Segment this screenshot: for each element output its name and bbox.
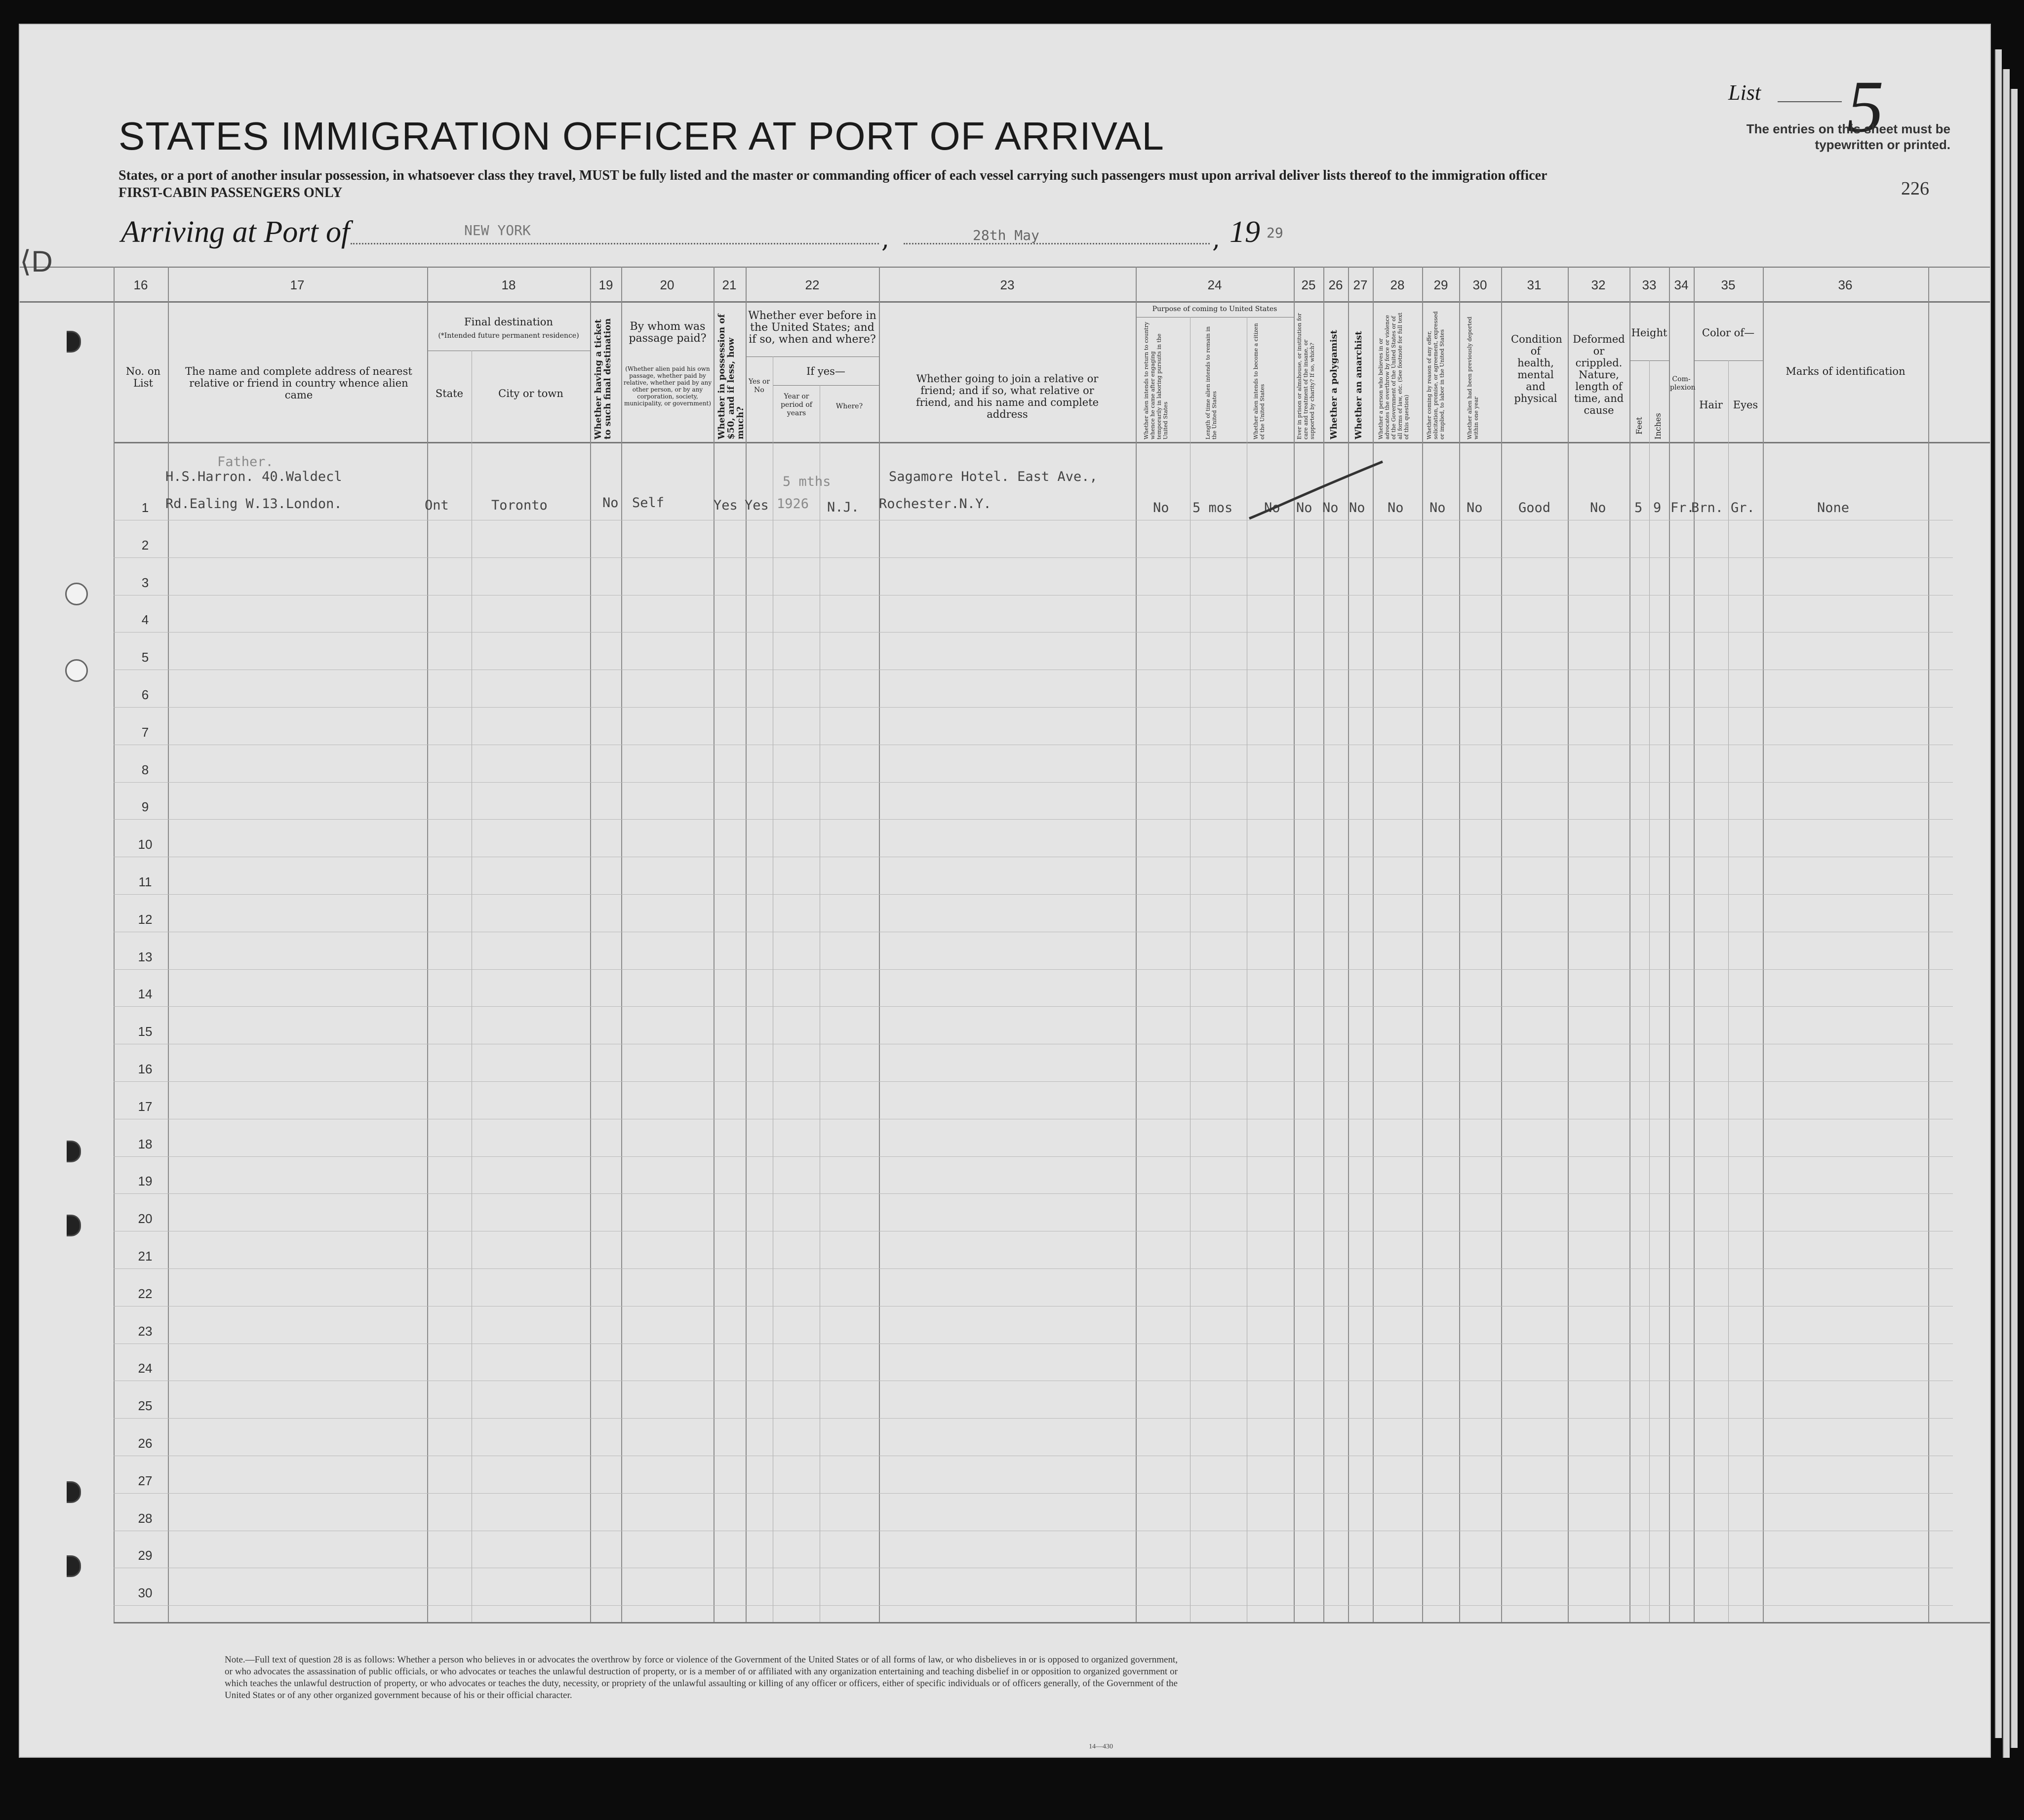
header-deformed: Deformed or crippled. Nature, length of time, and cause xyxy=(1573,333,1625,416)
row-number: 9 xyxy=(141,799,149,815)
header-eyes: Eyes xyxy=(1733,399,1758,411)
header-labor-offer: Whether coming by reason of any offer, solicitation, promise, or agreement, expressed or implied, to labor in the United States xyxy=(1426,311,1445,439)
header-final-destination-note: (*Intended future permanent residence) xyxy=(438,332,579,340)
anarchist-value: No xyxy=(1349,500,1365,515)
header-purpose: Purpose of coming to United States xyxy=(1152,305,1277,313)
typewritten-note: The entries on this sheet must be typewritten or printed. xyxy=(1746,121,1950,152)
arrival-date: 28th May xyxy=(973,227,1039,243)
dest-state: Ont xyxy=(425,498,449,513)
row-line xyxy=(114,819,1953,820)
col-line xyxy=(114,267,115,1622)
header-state: State xyxy=(435,388,464,399)
row-number: 22 xyxy=(138,1286,153,1301)
col-line xyxy=(746,267,747,1622)
col-line xyxy=(1669,267,1670,1622)
row-line xyxy=(114,969,1953,970)
health-value: Good xyxy=(1518,500,1551,515)
row-line xyxy=(114,1156,1953,1157)
col-line xyxy=(1459,267,1460,1622)
citizen-value: No xyxy=(1264,500,1280,515)
row-line xyxy=(114,1081,1953,1082)
row-number: 28 xyxy=(138,1510,153,1526)
row-line xyxy=(114,1268,1953,1269)
eyes-value: Gr. xyxy=(1731,500,1755,515)
comma-2: , xyxy=(1212,225,1220,253)
header-passage-note: (Whether alien paid his own passage, whether paid by relative, whether paid by any other person, or by any corporation, society, municipality, or government) xyxy=(623,365,712,407)
row-number: 29 xyxy=(138,1548,153,1563)
row-number: 14 xyxy=(138,987,153,1002)
row-line xyxy=(114,632,1953,633)
row-number: 3 xyxy=(141,575,149,590)
header-ticket: Whether having a ticket to such final destination xyxy=(593,318,613,439)
ticket-value: No xyxy=(602,495,619,511)
binder-hole xyxy=(65,583,88,605)
row-line xyxy=(114,1605,1953,1606)
row-number: 20 xyxy=(138,1211,153,1227)
complexion-value: Fr. xyxy=(1670,500,1695,515)
col-line xyxy=(1763,267,1764,1622)
row-number: 24 xyxy=(138,1361,153,1376)
row-number: 7 xyxy=(141,724,149,740)
relation: Father. xyxy=(217,454,274,470)
row-number: 30 xyxy=(138,1585,153,1601)
page-edge xyxy=(2011,89,2018,1748)
period-value: 5 mths xyxy=(783,474,831,489)
header-polygamist: Whether a polygamist xyxy=(1329,330,1339,439)
column-number: 33 xyxy=(1642,277,1657,292)
column-number: 28 xyxy=(1390,277,1405,292)
header-height: Height xyxy=(1631,327,1667,339)
column-number: 19 xyxy=(598,277,613,292)
prison-value: No xyxy=(1296,500,1312,515)
column-number: 18 xyxy=(501,277,516,292)
header-city: City or town xyxy=(498,388,563,399)
binder-hole xyxy=(67,1215,81,1236)
header-ever-before: Whether ever before in the United States; and if so, when and where? xyxy=(748,310,876,346)
paid-by-value: Self xyxy=(632,495,665,511)
header-overthrow: Whether a person who believes in or advocates the overthrow by force or violence of the Government of the United States or of all forms of law, etc. (See footnote for full text of this question) xyxy=(1378,313,1410,439)
page-edge xyxy=(1995,49,2002,1738)
relative-line-1: H.S.Harron. 40.Waldecl xyxy=(165,469,342,484)
header-prison: Ever in prison or almshouse, or institution for care and treatment of the insane, or supported by charity? If so, which? xyxy=(1296,313,1315,439)
deported-value: No xyxy=(1467,500,1483,515)
comma-1: , xyxy=(881,225,889,253)
manifest-page xyxy=(19,24,1991,1758)
row-number: 27 xyxy=(138,1473,153,1488)
header-deported: Whether alien had been previously deported within one year xyxy=(1467,317,1479,439)
labor-offer-value: No xyxy=(1429,500,1446,515)
col-line xyxy=(1649,360,1650,1622)
column-number: 20 xyxy=(660,277,675,292)
row-number: 21 xyxy=(138,1249,153,1264)
footnote: Note.—Full text of question 28 is as follows: Whether a person who believes in or advocates the overthrow by force or violence of the Government of the United States or of all forms of law, or who disbelieves in or is opposed to organized government, or who advocates the assassination of public officials, or who advocates or teaches the unlawful destruction of property, or is a member of or affiliated with any organization entertaining and teaching disbelief in or opposition to organized government or which teaches the unlawful destruction of property, or who advocates or teaches the duty, necessity, or propriety of the unlawful assaulting or killing of any officer or officers, either of specific individuals or of officers generally, of the Government of the United States or of any other organized government because of his or their official character. xyxy=(225,1655,1178,1701)
row-number: 10 xyxy=(138,837,153,852)
col-line xyxy=(1501,267,1502,1622)
length-of-stay-value: 5 mos xyxy=(1192,500,1233,515)
row-line xyxy=(114,707,1953,708)
binder-hole xyxy=(67,331,81,353)
col-line xyxy=(1694,267,1695,1622)
col-line xyxy=(427,267,428,1622)
column-number: 29 xyxy=(1433,277,1448,292)
column-number: 26 xyxy=(1328,277,1343,292)
column-number: 21 xyxy=(722,277,737,292)
row-number: 1 xyxy=(141,500,149,515)
binder-hole xyxy=(67,1481,81,1503)
header-complexion: Com- plexion xyxy=(1670,375,1696,392)
column-number: 34 xyxy=(1674,277,1689,292)
col-line xyxy=(1422,267,1423,1622)
row-line xyxy=(114,557,1953,558)
join-line-1: Sagamore Hotel. East Ave., xyxy=(889,469,1098,484)
c22-sub-line2 xyxy=(773,385,879,386)
header-possession-50: Whether in possession of $50, and if less, how much? xyxy=(716,314,746,439)
header-where: Where? xyxy=(835,402,863,410)
col-line xyxy=(1568,267,1569,1622)
row-line xyxy=(114,782,1953,783)
inches-value: 9 xyxy=(1653,500,1662,515)
header-feet: Feet xyxy=(1634,417,1644,435)
list-underline xyxy=(1778,101,1842,102)
header-no-on-list: No. on List xyxy=(125,365,161,389)
row-number: 17 xyxy=(138,1099,153,1114)
header-hair: Hair xyxy=(1699,399,1723,411)
col-line xyxy=(621,267,622,1622)
binder-hole xyxy=(65,659,88,682)
column-number: 35 xyxy=(1721,277,1736,292)
port-name: NEW YORK xyxy=(464,222,531,238)
row-line xyxy=(114,1006,1953,1007)
row-line xyxy=(114,894,1953,895)
ever-before-value: Yes xyxy=(745,498,769,513)
col-line xyxy=(1136,267,1137,1622)
row-number: 5 xyxy=(141,650,149,665)
column-number: 25 xyxy=(1301,277,1316,292)
header-relative-address: The name and complete address of nearest relative or friend in country whence alien came xyxy=(185,365,412,401)
row-number: 16 xyxy=(138,1062,153,1076)
list-number: 5 xyxy=(1847,66,1884,148)
header-return-country: Whether alien intends to return to country whence he came after engaging temporarily in laboring pursuits in the United States xyxy=(1143,321,1169,439)
deformed-value: No xyxy=(1590,500,1606,515)
header-yes-or-no: Yes or No xyxy=(748,378,770,394)
page-edge xyxy=(2003,69,2010,1758)
header-bottom-line xyxy=(114,442,1990,443)
column-number: 27 xyxy=(1353,277,1368,292)
col-line xyxy=(590,267,591,1622)
row-number: 18 xyxy=(138,1136,153,1151)
relative-line-2: Rd.Ealing W.13.London. xyxy=(165,496,342,512)
page-subtitle: States, or a port of another insular possession, in whatsoever class they travel, MUST be fully listed and the master or commanding officer of each vessel carrying such passengers must upon arrival deliver lists thereof to the immigration officer xyxy=(119,168,1548,183)
column-number: 17 xyxy=(290,277,305,292)
row-number: 19 xyxy=(138,1174,153,1189)
date-dotted-line xyxy=(904,243,1210,244)
col-line xyxy=(1629,267,1630,1622)
column-number: 24 xyxy=(1207,277,1222,292)
header-color-of: Color of— xyxy=(1702,327,1755,339)
overthrow-value: No xyxy=(1388,500,1404,515)
check-mark-stroke xyxy=(1244,454,1388,523)
has-50-value: Yes xyxy=(714,498,738,513)
header-passage-paid: By whom was passage paid? xyxy=(629,320,707,345)
row-number: 15 xyxy=(138,1024,153,1039)
arriving-label: Arriving at Port of xyxy=(121,215,350,249)
row-line xyxy=(114,1493,1953,1494)
header-year-period: Year or period of years xyxy=(781,393,812,417)
header-if-yes: If yes— xyxy=(806,365,845,377)
table-bottom-line xyxy=(114,1622,1990,1623)
period-year: 1926 xyxy=(777,496,809,512)
binder-hole xyxy=(67,1555,81,1577)
binder-hole xyxy=(67,1141,81,1162)
column-number: 36 xyxy=(1838,277,1853,292)
row-number: 12 xyxy=(138,911,153,927)
year-prefix: 19 xyxy=(1230,215,1260,249)
column-number: 23 xyxy=(1000,277,1015,292)
row-number: 6 xyxy=(141,687,149,702)
row-number: 2 xyxy=(141,537,149,553)
row-number: 11 xyxy=(138,874,152,889)
row-line xyxy=(114,1193,1953,1194)
form-number: 14—430 xyxy=(1089,1743,1113,1750)
header-inches: Inches xyxy=(1653,413,1663,439)
hair-value: Brn. xyxy=(1691,500,1724,515)
page-number: 226 xyxy=(1901,178,1929,199)
arriving-dotted-line xyxy=(351,243,879,244)
row-number: 8 xyxy=(141,762,149,777)
join-line-2: Rochester.N.Y. xyxy=(879,496,992,512)
dest-city: Toronto xyxy=(491,498,548,513)
row-number: 23 xyxy=(138,1323,153,1339)
col-line xyxy=(879,267,880,1622)
header-join-relative: Whether going to join a relative or friend; and if so, what relative or friend, and his name and complete address xyxy=(915,373,1099,420)
where-value: N.J. xyxy=(827,500,860,515)
header-length-of-stay: Length of time alien intends to remain in the United States xyxy=(1205,326,1218,439)
c22-sub-line1 xyxy=(746,356,879,357)
year-suffix: 29 xyxy=(1267,225,1283,241)
column-number: 16 xyxy=(133,277,148,292)
return-value: No xyxy=(1153,500,1169,515)
row-number: 4 xyxy=(141,612,149,628)
header-marks: Marks of identification xyxy=(1786,365,1905,377)
row-number: 26 xyxy=(138,1436,153,1451)
feet-value: 5 xyxy=(1634,500,1643,515)
row-number: 13 xyxy=(138,949,153,964)
binder-mark: ⟨D xyxy=(20,245,53,278)
header-condition-health: Condition of health, mental and physical xyxy=(1511,333,1562,404)
list-label: List xyxy=(1728,80,1761,105)
page-title: STATES IMMIGRATION OFFICER AT PORT OF ARRIVAL xyxy=(119,114,1164,158)
column-number: 22 xyxy=(805,277,820,292)
marks-value: None xyxy=(1817,500,1850,515)
col-line xyxy=(1928,267,1929,1622)
column-number: 30 xyxy=(1472,277,1487,292)
row-line xyxy=(114,1418,1953,1419)
row-number: 25 xyxy=(138,1398,153,1414)
column-number: 31 xyxy=(1527,277,1542,292)
col-line xyxy=(1728,360,1729,1622)
polygamist-value: No xyxy=(1322,500,1339,515)
header-become-citizen: Whether alien intends to become a citizen of the United States xyxy=(1253,323,1266,439)
cabin-class: FIRST-CABIN PASSENGERS ONLY xyxy=(119,185,343,200)
header-anarchist: Whether an anarchist xyxy=(1353,331,1364,439)
header-final-destination: Final destination xyxy=(464,316,553,328)
column-number: 32 xyxy=(1591,277,1606,292)
